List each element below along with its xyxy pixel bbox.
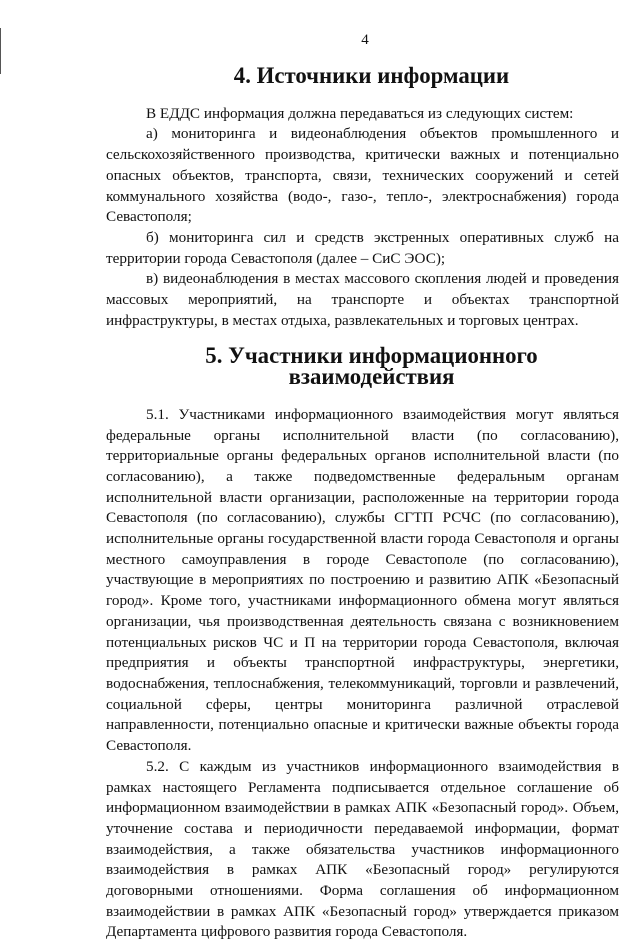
document-body xyxy=(106,63,619,943)
section-4-item-b: б) мониторинга сил и средств экстренных оперативных служб на территории города Севастополя (далее – СиС ЭОС); xyxy=(106,228,619,267)
section-4-item-a: а) мониторинга и видеонаблюдения объектов промышленного и сельскохозяйственного производства, критически важных и потенциально опасных объектов, транспорта, связи, технических сооружений и сетей коммунального хозяйства (водо-, газо-, тепло-, электроснабжения) города Севастополя; xyxy=(106,125,619,226)
section-5-paragraph-1: 5.1. Участниками информационного взаимодействия могут являться федеральные органы исполнительной власти (по согласованию), территориальные органы федеральных органов исполнительной власти (по согласованию), а также подведомственные федеральным органам исполнительной власти организации, расположенные на территории города Севастополя (по согласованию), службы СГТП РСЧС (по согласованию), исполнительные органы государственной власти города Севастополя и органы местного самоуправления в городе Севастополе (по согласованию), участвующие в мероприятиях по построению и развитию АПК «Безопасный город». Кроме того, участниками информационного обмена могут являться организации, чья производственная деятельность связана с возникновением потенциальных рисков ЧС и П на территории города Севастополя, включая предприятия и объекты транспортной инфраструктуры, энергетики, водоснабжения, теплоснабжения, телекоммуникаций, торговли и развлечений, социальной сферы, центры мониторинга различной отраслевой направленности, потенциально опасные и критически важные объекты города Севастополя. xyxy=(106,405,619,755)
page-number: 4 xyxy=(361,32,369,48)
section-4-heading: 4. Источники информации xyxy=(233,63,510,88)
section-5-heading: 5. Участники информационного взаимодействия xyxy=(205,343,538,390)
section-5-paragraph-2: 5.2. С каждым из участников информационного взаимодействия в рамках настоящего Регламента подписывается отдельное соглашение об информационном взаимодействии в рамках АПК «Безопасный город». Объем, уточнение состава и периодичности передаваемой информации, формат взаимодействия, а также обязательства участников информационного взаимодействия в рамках АПК «Безопасный город» регулируются договорными отношениями. Форма соглашения об информационном взаимодействии в рамках АПК «Безопасный город» утверждается приказом Департамента цифрового развития города Севастополя. xyxy=(106,757,619,941)
section-4-item-c: в) видеонаблюдения в местах массового скопления людей и проведения массовых мероприятий, на транспорте и объектах транспортной инфраструктуры, в местах отдыха, развлекательных и торговых центрах. xyxy=(106,270,619,329)
section-4-intro: В ЕДДС информация должна передаваться из следующих систем: xyxy=(146,104,574,122)
